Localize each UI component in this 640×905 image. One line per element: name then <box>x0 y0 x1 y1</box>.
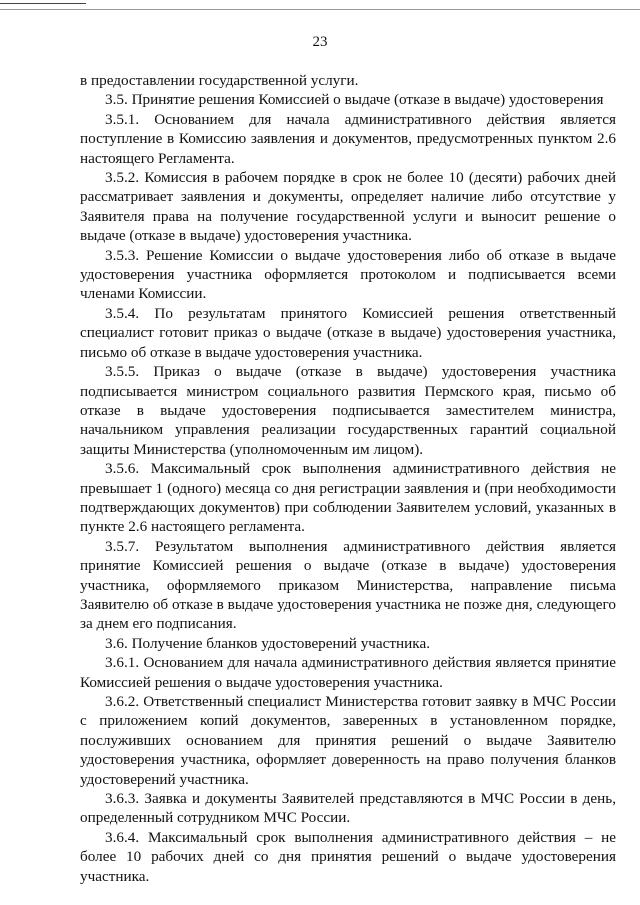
paragraph: 3.6.3. Заявка и документы Заявителей представляются в МЧС России в день, определенный сотрудником МЧС России. <box>80 790 616 827</box>
paragraph: 3.6.2. Ответственный специалист Министерства готовит заявку в МЧС России с приложением копий документов, заверенных в установленном порядке, послуживших основанием для принятия решений о выдаче Заявителю удостоверения участника, оформляет доверенность на право получения бланков удостоверений участника. <box>80 693 616 788</box>
paragraph: 3.5.5. Приказ о выдаче (отказе в выдаче) удостоверения участника подписывается министром социального развития Пермского края, письмо об отказе в выдаче удостоверения подписывается заместителем министра, начальником управления реализации государственных гарантий социальной защиты Министерства (уполномоченным им лицом). <box>80 363 616 458</box>
paragraph: 3.6.4. Максимальный срок выполнения административного действия – не более 10 рабочих дней со дня принятия решений о выдаче удостоверения участника. <box>80 828 616 885</box>
document-body <box>80 71 616 886</box>
paragraph: 3.5.2. Комиссия в рабочем порядке в срок не более 10 (десяти) рабочих дней рассматривает заявления и документы, определяет наличие либо отсутствие у Заявителя права на получение государственной услуги и выносит решение о выдаче (отказе в выдаче) удостоверения участника. <box>80 169 616 245</box>
scan-edge-lines <box>0 0 640 12</box>
paragraph: 3.6.1. Основанием для начала административного действия является принятие Комиссией решения о выдаче удостоверения участника. <box>80 654 616 691</box>
paragraph: 3.5.4. По результатам принятого Комиссией решения ответственный специалист готовит приказ о выдаче (отказе в выдаче) удостоверения участника, письмо об отказе в выдаче удостоверения участника. <box>80 304 616 361</box>
paragraph: 3.5.7. Результатом выполнения административного действия является принятие Комиссией решения о выдаче (отказе в выдаче) удостоверения участника, оформляемого приказом Министерства, направление письма Заявителю об отказе в выдаче удостоверения участника не позже дня, следующего за днем его подписания. <box>80 537 616 633</box>
paragraph: 3.6. Получение бланков удостоверений участника. <box>105 634 430 652</box>
paragraph: 3.5.6. Максимальный срок выполнения административного действия не превышает 1 (одного) месяца со дня регистрации заявления и (при необходимости подтверждающих документов) при соблюдении Заявителем условий, указанных в пункте 2.6 настоящего регламента. <box>80 460 616 536</box>
paragraph: 3.5. Принятие решения Комиссией о выдаче (отказе в выдаче) удостоверения <box>105 91 604 109</box>
paragraph: 3.5.3. Решение Комиссии о выдаче удостоверения либо об отказе в выдаче удостоверения участника оформляется протоколом и подписывается всеми членами Комиссии. <box>80 246 616 303</box>
paragraph: в предоставлении государственной услуги. <box>80 72 359 89</box>
paragraph: 3.5.1. Основанием для начала административного действия является поступление в Комиссию заявления и документов, предусмотренных пунктом 2.6 настоящего Регламента. <box>80 110 616 167</box>
page-number: 23 <box>312 34 328 50</box>
